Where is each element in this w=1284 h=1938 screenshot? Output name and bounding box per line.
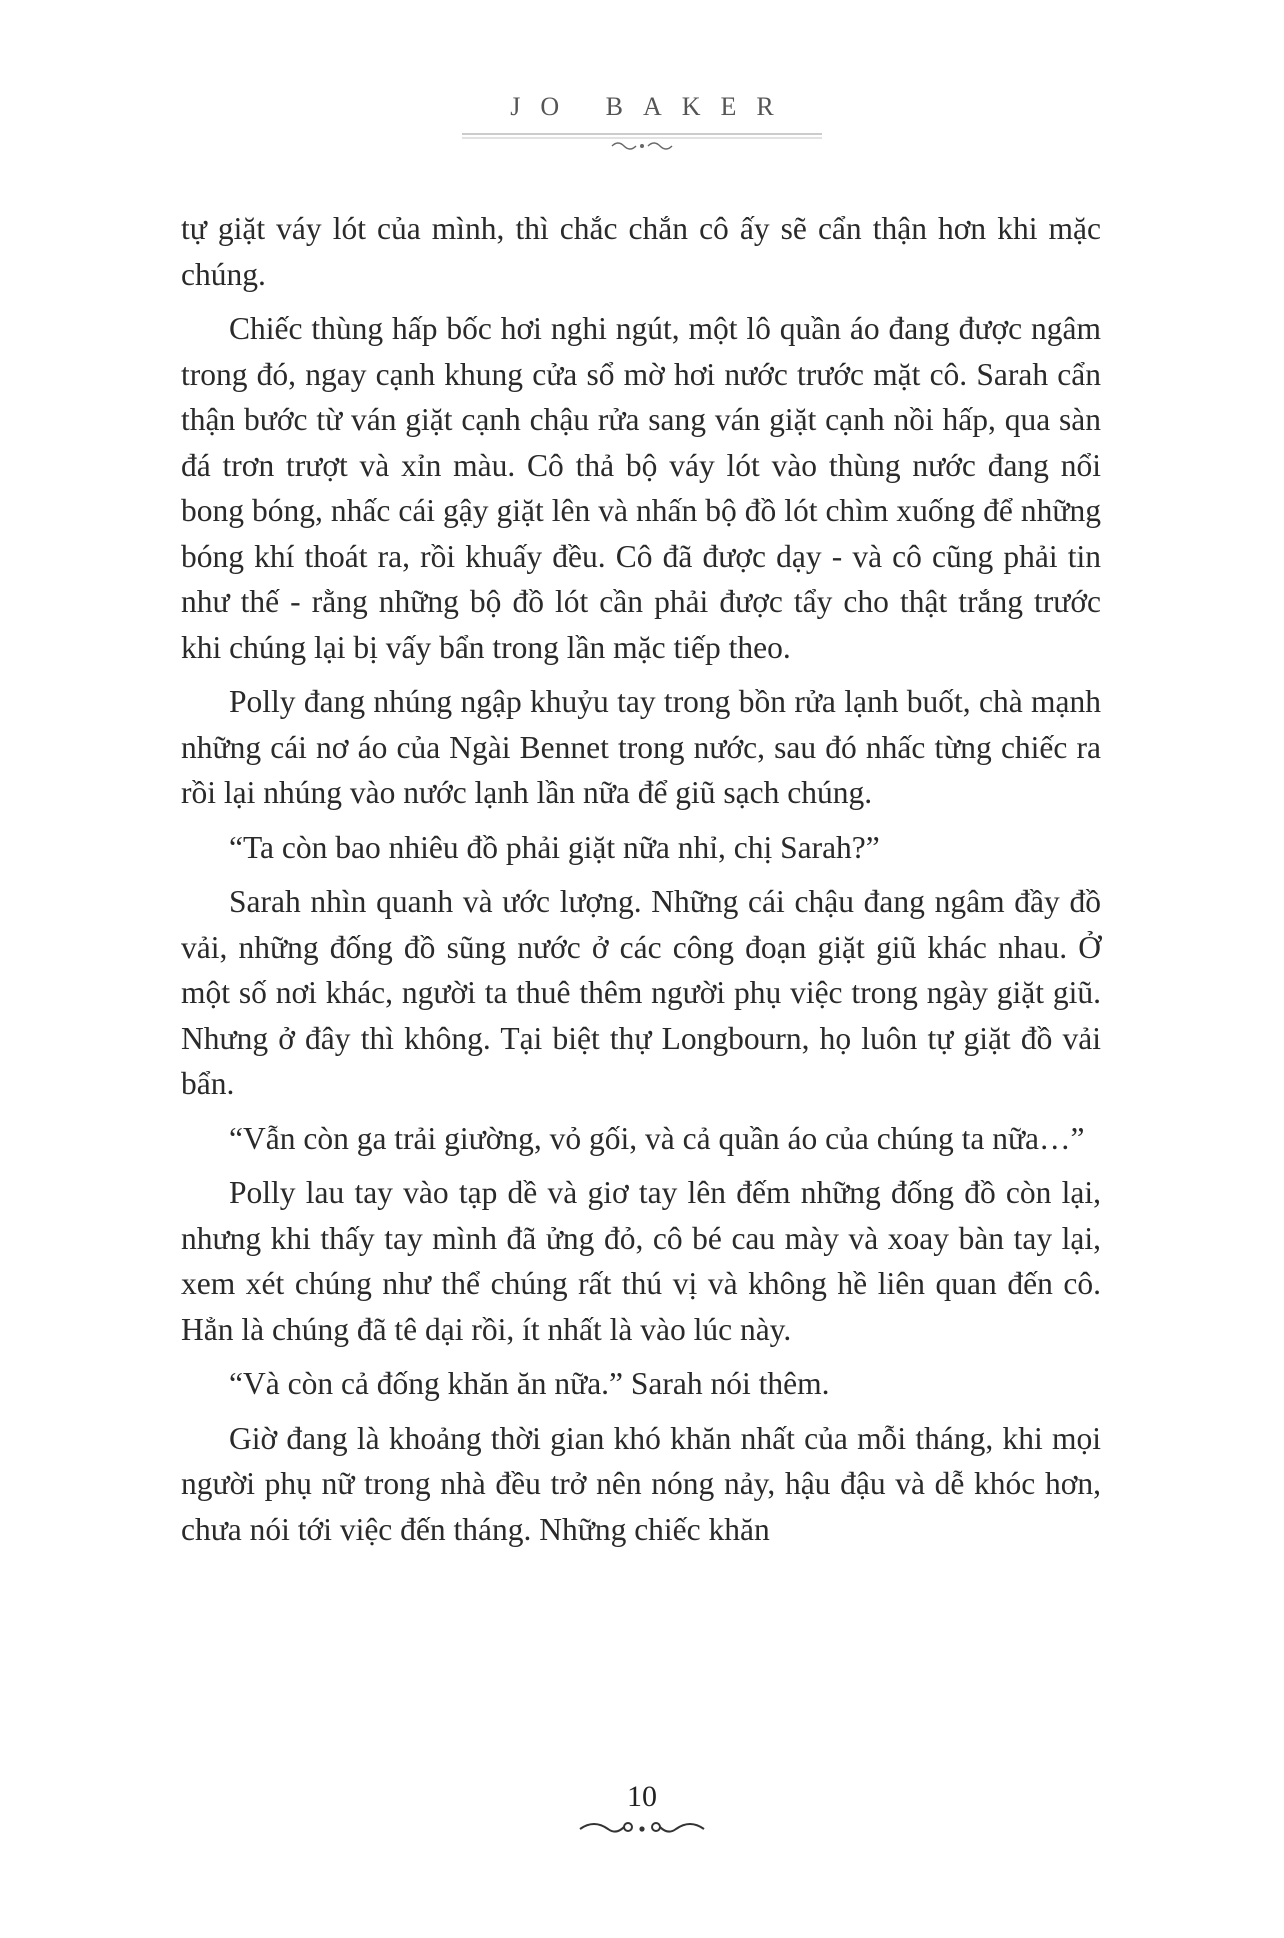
paragraph: Chiếc thùng hấp bốc hơi nghi ngút, một lô quần áo đang được ngâm trong đó, ngay cạnh khung cửa sổ mờ hơi nước trước mặt cô. Sarah cẩn thận bước từ ván giặt cạnh chậu rửa sang ván giặt cạnh nồi hấp, qua sàn đá trơn trượt và xỉn màu. Cô thả bộ váy lót vào thùng nước đang nổi bong bóng, nhấc cái gậy giặt lên và nhấn bộ đồ lót chìm xuống để những bóng khí thoát ra, rồi khuấy đều. Cô đã được dạy - và cô cũng phải tin như thế - rằng những bộ đồ lót cần phải được tẩy cho thật trắng trước khi chúng lại bị vấy bẩn trong lần mặc tiếp theo. [181, 311, 1101, 665]
page-body [181, 206, 1101, 1561]
flourish-divider-icon [462, 126, 822, 154]
page-number: 10 [627, 1780, 657, 1813]
paragraph: “Ta còn bao nhiêu đồ phải giặt nữa nhỉ, chị Sarah?” [229, 829, 880, 865]
paragraph: “Vẫn còn ga trải giường, vỏ gối, và cả quần áo của chúng ta nữa…” [229, 1120, 1085, 1156]
author-name: JO BAKER [510, 92, 794, 121]
paragraph: Polly đang nhúng ngập khuỷu tay trong bồn rửa lạnh buốt, chà mạnh những cái nơ áo của Ngài Bennet trong nước, sau đó nhấc từng chiếc ra rồi lại nhúng vào nước lạnh lần nữa để giũ sạch chúng. [181, 684, 1101, 810]
paragraph: tự giặt váy lót của mình, thì chắc chắn cô ấy sẽ cẩn thận hơn khi mặc chúng. [181, 211, 1101, 292]
paragraph: Polly lau tay vào tạp dề và giơ tay lên đếm những đống đồ còn lại, nhưng khi thấy tay mình đã ửng đỏ, cô bé cau mày và xoay bàn tay lại, xem xét chúng như thể chúng rất thú vị và không hề liên quan đến cô. Hẳn là chúng đã tê dại rồi, ít nhất là vào lúc này. [181, 1175, 1101, 1347]
paragraph: “Và còn cả đống khăn ăn nữa.” Sarah nói thêm. [229, 1366, 830, 1401]
scroll-ornament-icon [572, 1816, 712, 1842]
running-header [0, 92, 1284, 158]
paragraph: Sarah nhìn quanh và ước lượng. Những cái chậu đang ngâm đầy đồ vải, những đống đồ sũng nước ở các công đoạn giặt giũ khác nhau. Ở một số nơi khác, người ta thuê thêm người phụ việc trong ngày giặt giũ. Nhưng ở đây thì không. Tại biệt thự Longbourn, họ luôn tự giặt đồ vải bẩn. [181, 884, 1101, 1101]
paragraph: Giờ đang là khoảng thời gian khó khăn nhất của mỗi tháng, khi mọi người phụ nữ trong nhà đều trở nên nóng nảy, hậu đậu và dễ khóc hơn, chưa nói tới việc đến tháng. Những chiếc khăn [181, 1420, 1101, 1547]
page-footer [0, 1780, 1284, 1842]
